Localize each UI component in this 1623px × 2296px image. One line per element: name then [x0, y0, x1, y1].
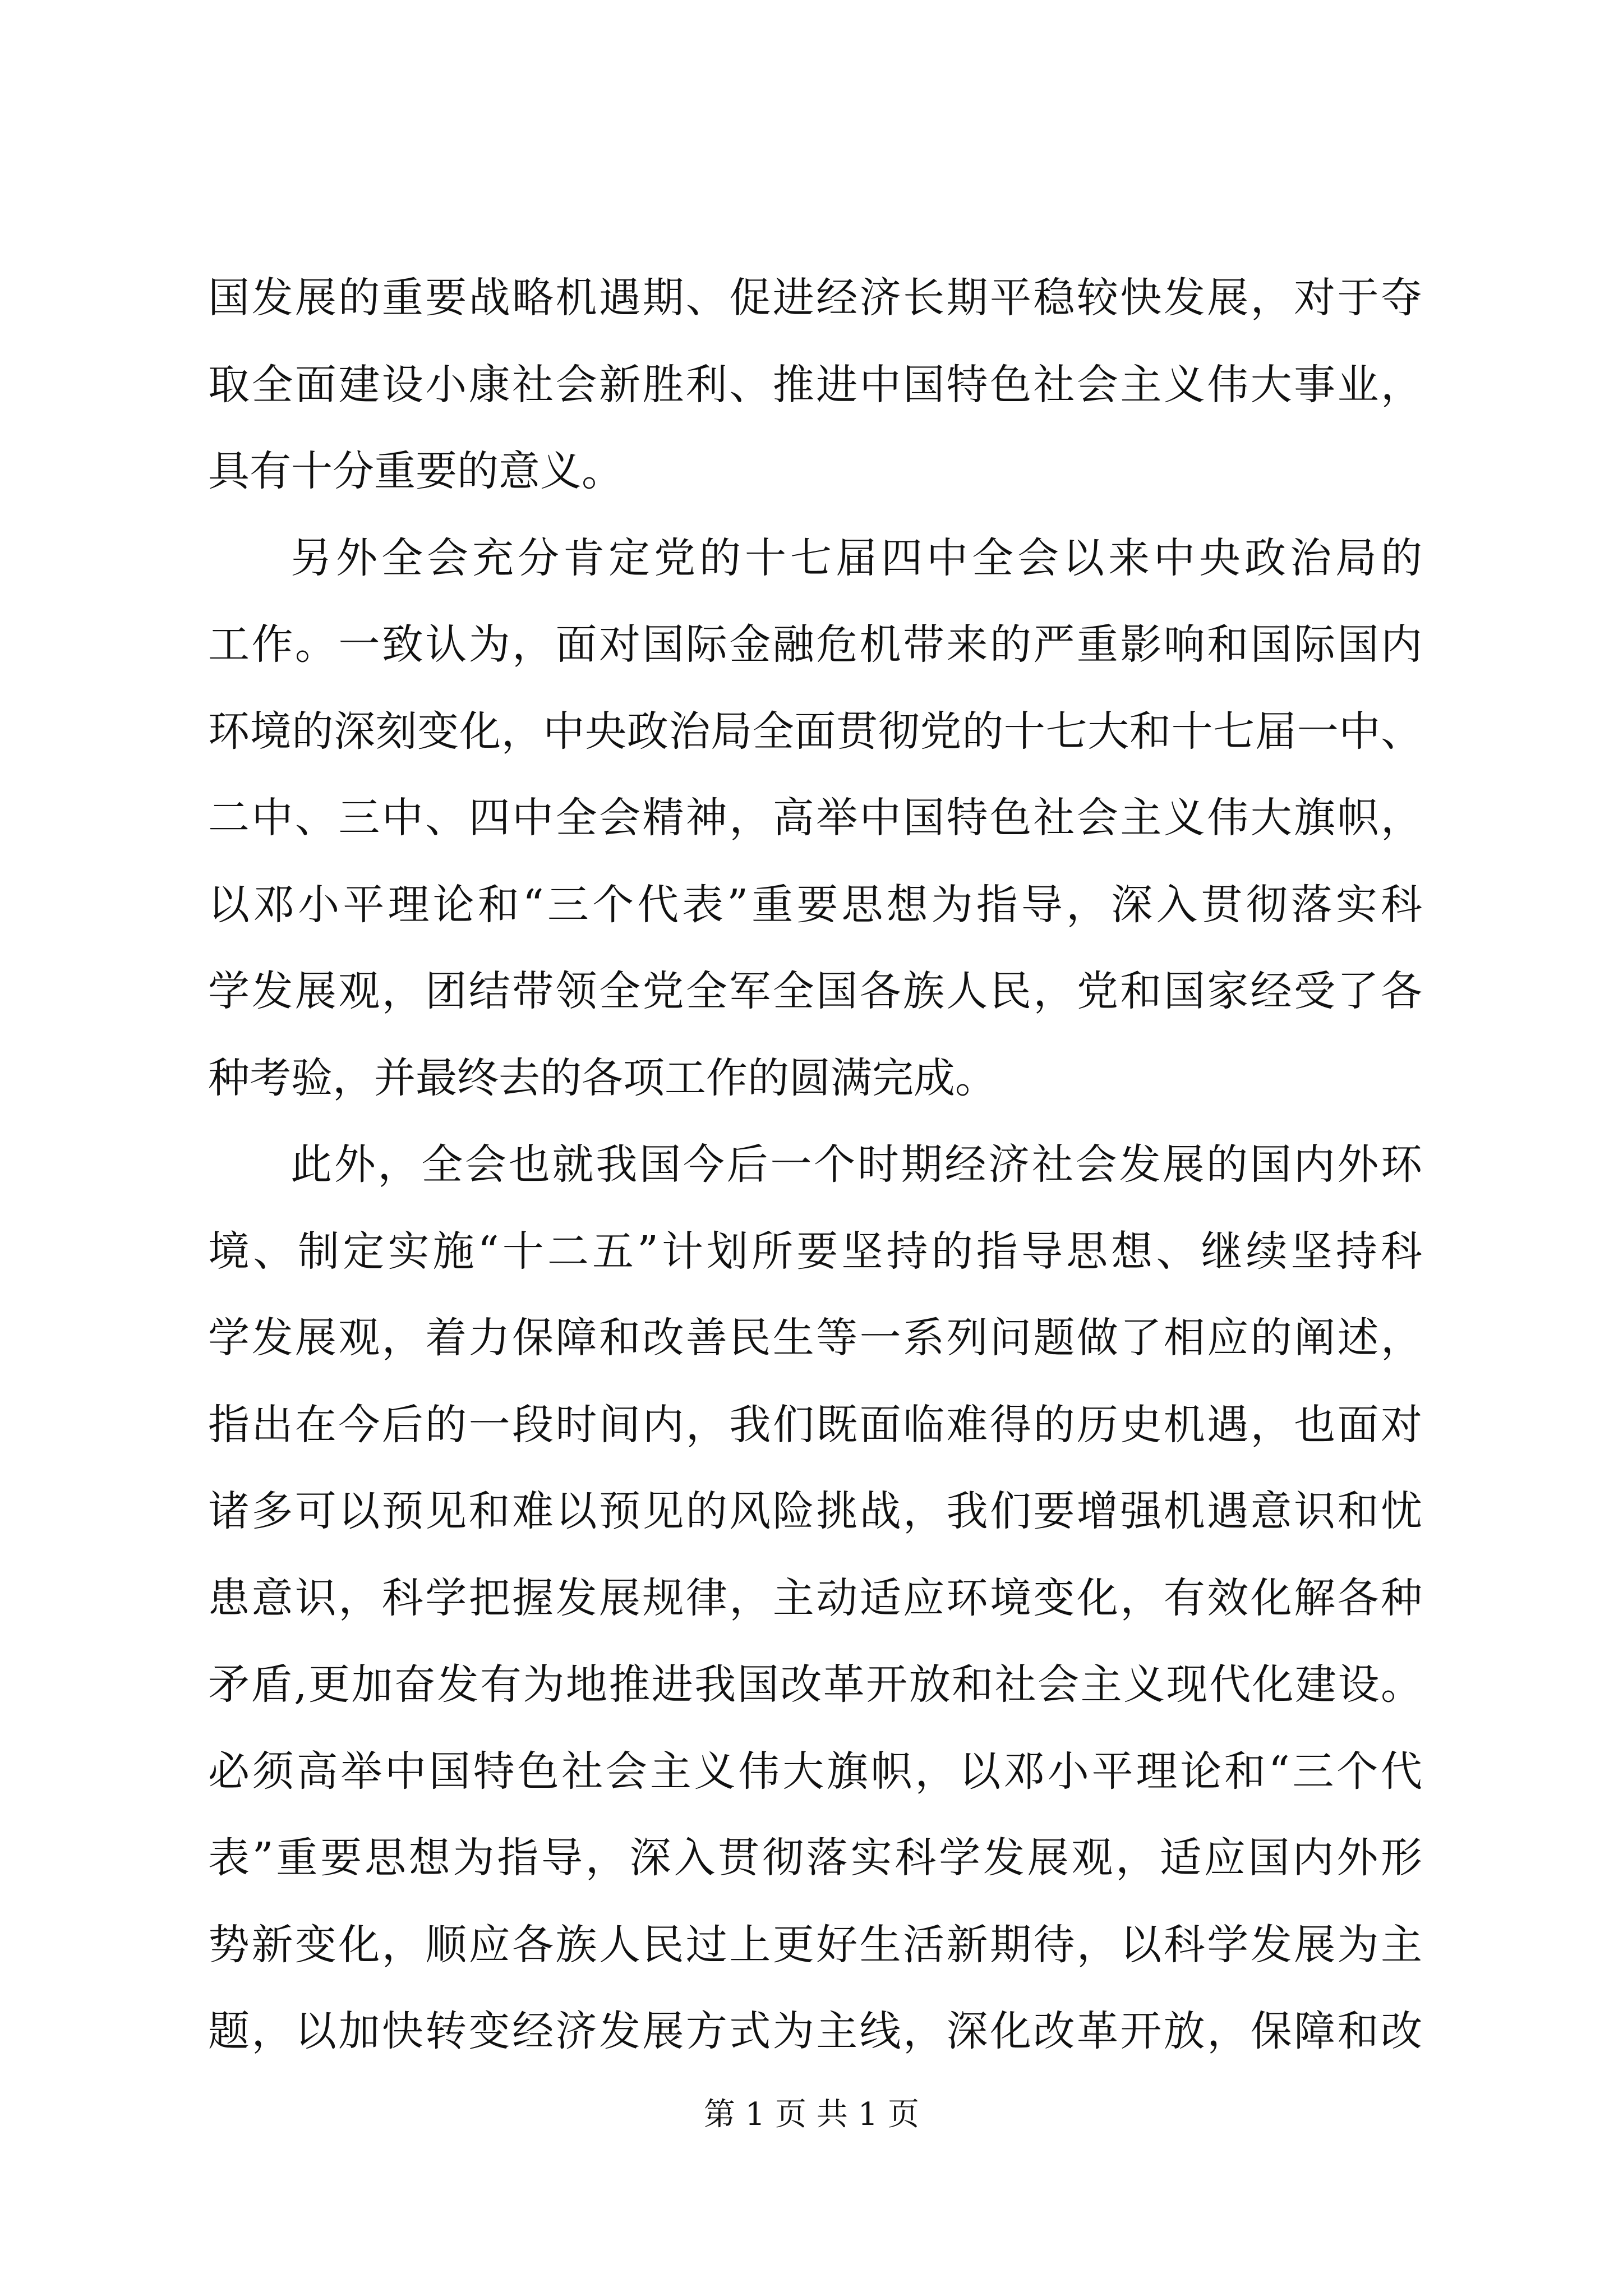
text-line: 种考验，并最终去的各项工作的圆满完成。	[208, 1053, 997, 1102]
text-line: 势新变化，顺应各族人民过上更好生活新期待，以科学发展为主	[208, 1920, 1422, 1969]
paragraph-first-line: 另外全会充分肯定党的十七届四中全会以来中央政治局的	[291, 533, 1422, 582]
text-line: 指出在今后的一段时间内，我们既面临难得的历史机遇，也面对	[208, 1400, 1422, 1449]
document-body	[208, 255, 1422, 2075]
page-number-footer: 第 1 页 共 1 页	[703, 2096, 920, 2133]
text-line: 以邓小平理论和“三个代表”重要思想为指导，深入贯彻落实科	[208, 880, 1422, 929]
text-line: 学发展观，团结带领全党全军全国各族人民，党和国家经受了各	[208, 967, 1422, 1015]
text-line: 题，以加快转变经济发展方式为主线，深化改革开放，保障和改	[208, 2007, 1422, 2055]
text-line: 患意识，科学把握发展规律，主动适应环境变化，有效化解各种	[208, 1573, 1422, 1622]
text-line: 表”重要思想为指导，深入贯彻落实科学发展观，适应国内外形	[208, 1834, 1422, 1882]
text-line: 取全面建设小康社会新胜利、推进中国特色社会主义伟大事业，	[208, 360, 1422, 409]
paragraph-first-line: 此外，全会也就我国今后一个时期经济社会发展的国内外环	[291, 1140, 1422, 1189]
text-line: 诸多可以预见和难以预见的风险挑战，我们要增强机遇意识和忧	[208, 1487, 1422, 1535]
text-line: 学发展观，着力保障和改善民生等一系列问题做了相应的阐述，	[208, 1314, 1422, 1362]
text-line: 环境的深刻变化，中央政治局全面贯彻党的十七大和十七届一中、	[208, 707, 1422, 756]
text-line: 具有十分重要的意义。	[208, 447, 623, 495]
text-line: 工作。一致认为，面对国际金融危机带来的严重影响和国际国内	[208, 620, 1422, 669]
text-line: 国发展的重要战略机遇期、促进经济长期平稳较快发展，对于夺	[208, 274, 1422, 322]
text-line: 二中、三中、四中全会精神，高举中国特色社会主义伟大旗帜，	[208, 794, 1422, 842]
text-line: 境、制定实施“十二五”计划所要坚持的指导思想、继续坚持科	[208, 1227, 1422, 1276]
text-line: 必须高举中国特色社会主义伟大旗帜，以邓小平理论和“三个代	[208, 1747, 1422, 1796]
text-line: 矛盾,更加奋发有为地推进我国改革开放和社会主义现代化建设。	[208, 1660, 1422, 1709]
